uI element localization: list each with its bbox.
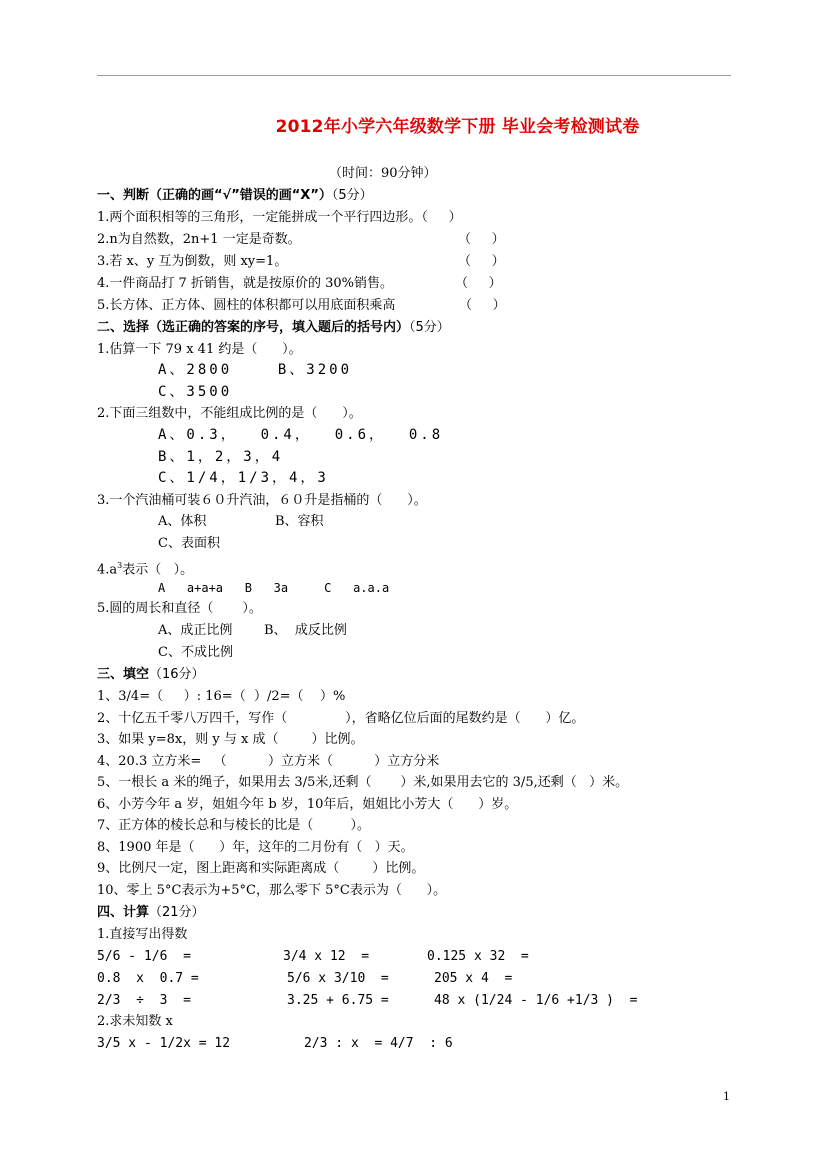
fill-item-2: 2、十亿五千零八万四千，写作（ ），省略亿位后面的尾数约是（ ）亿。 bbox=[97, 711, 585, 726]
fill-item-4: 4、20.3 立方米= （ ）立方米（ ）立方分米 bbox=[97, 754, 440, 769]
header-rule bbox=[97, 75, 731, 76]
choice-q3-option-a: A、体积 bbox=[158, 514, 207, 529]
judge-answer-bracket: （ ） bbox=[455, 276, 502, 291]
choice-q5-option-c: C、不成比例 bbox=[158, 645, 233, 660]
calc-expression: 205 x 4 = bbox=[434, 971, 513, 986]
calc-expression: 3.25 + 6.75 = bbox=[287, 993, 389, 1008]
calc-sub2-heading: 2.求未知数 x bbox=[97, 1014, 173, 1029]
choice-q5-option-b: B、 成反比例 bbox=[264, 623, 347, 638]
choice-q3: 3.一个汽油桶可装６０升汽油，６０升是指桶的（ ）。 bbox=[97, 493, 427, 508]
fill-item-1: 1、3/4=（ ）: 16=（ ）/2=（ ）% bbox=[97, 689, 346, 704]
choice-q5: 5.圆的周长和直径（ ）。 bbox=[97, 601, 262, 616]
choice-q1: 1.估算一下 79 x 41 约是（ ）。 bbox=[97, 342, 302, 357]
fill-item-10: 10、零上 5°C表示为+5°C，那么零下 5°C表示为（ ）。 bbox=[97, 883, 447, 898]
fill-item-7: 7、正方体的棱长总和与棱长的比是（ ）。 bbox=[97, 818, 370, 833]
fill-item-3: 3、如果 y=8x，则 y 与 x 成（ ）比例。 bbox=[97, 732, 364, 747]
calc-expression: 0.8 x 0.7 = bbox=[97, 971, 199, 986]
judge-item-2: 2.n为自然数，2n+1 一定是奇数。 bbox=[97, 232, 301, 247]
judge-item-3: 3.若 x、y 互为倒数，则 xy=1。 bbox=[97, 254, 288, 269]
judge-answer-bracket: （ ） bbox=[458, 254, 505, 269]
choice-q3-option-c: C、表面积 bbox=[158, 536, 220, 551]
choice-q2-option-b: B、1，2，3，4 bbox=[158, 449, 284, 465]
judge-answer-bracket: （ ） bbox=[459, 298, 506, 313]
calc-expression: 48 x (1/24 - 1/6 +1/3 ) = bbox=[434, 993, 638, 1008]
choice-q4-options: A a+a+a B 3a C a.a.a bbox=[158, 581, 390, 595]
choice-q1-option-c: C、3500 bbox=[158, 384, 233, 400]
judge-item-1: 1.两个面积相等的三角形，一定能拼成一个平行四边形。（ ） bbox=[97, 210, 462, 225]
calc-expression: 5/6 x 3/10 = bbox=[287, 971, 389, 986]
calc-sub1-heading: 1.直接写出得数 bbox=[97, 927, 188, 942]
calc-expression: 3/4 x 12 = bbox=[283, 949, 370, 964]
choice-q4: $4.a^3$表示（ ）。 bbox=[97, 561, 194, 578]
equation: 2/3 : x = 4/7 : 6 bbox=[304, 1036, 453, 1051]
choice-q3-option-b: B、容积 bbox=[275, 514, 324, 529]
fill-item-8: 8、1900 年是（ ）年，这年的二月份有（ ）天。 bbox=[97, 840, 414, 855]
judge-item-5: 5.长方体、正方体、圆柱的体积都可以用底面积乘高 bbox=[97, 298, 396, 313]
choice-q5-option-a: A、成正比例 bbox=[158, 623, 233, 638]
equation: 3/5 x - 1/2x = 12 bbox=[97, 1036, 231, 1051]
calc-expression: 2/3 ÷ 3 = bbox=[97, 993, 191, 1008]
section1-heading: 一、判断（正确的画“√”错误的画“X”）（5分） bbox=[97, 188, 373, 203]
page-number: 1 bbox=[723, 1090, 730, 1103]
fill-item-9: 9、比例尺一定，图上距离和实际距离成（ ）比例。 bbox=[97, 861, 425, 876]
calc-expression: 5/6 - 1/6 = bbox=[97, 949, 191, 964]
choice-q2-option-a: A、0.3， 0.4， 0.6， 0.8 bbox=[158, 427, 444, 443]
judge-answer-bracket: （ ） bbox=[458, 232, 505, 247]
choice-q2: 2.下面三组数中，不能组成比例的是（ ）。 bbox=[97, 406, 362, 421]
choice-q2-option-c: C、1/4，1/3，4，3 bbox=[158, 470, 329, 486]
section4-heading: 四、计算（21分） bbox=[97, 905, 205, 920]
exam-title: 2012年小学六年级数学下册 毕业会考检测试卷 bbox=[275, 117, 640, 137]
calc-expression: 0.125 x 32 = bbox=[427, 949, 529, 964]
judge-item-4: 4.一件商品打 7 折销售，就是按原价的 30%销售。 bbox=[97, 276, 393, 291]
section3-heading: 三、填空（16分） bbox=[97, 667, 205, 682]
time-limit: （时间：90分钟） bbox=[329, 166, 437, 181]
fill-item-5: 5、一根长 a 米的绳子，如果用去 3/5米,还剩（ ）米,如果用去它的 3/5,还剩（ ）米。 bbox=[97, 775, 629, 790]
fill-item-6: 6、小芳今年 a 岁，姐姐今年 b 岁，10年后，姐姐比小芳大（ ）岁。 bbox=[97, 797, 518, 812]
section2-heading: 二、选择（选正确的答案的序号，填入题后的括号内）（5分） bbox=[97, 320, 450, 335]
choice-q1-options-ab: A、2800 B、3200 bbox=[158, 362, 353, 378]
